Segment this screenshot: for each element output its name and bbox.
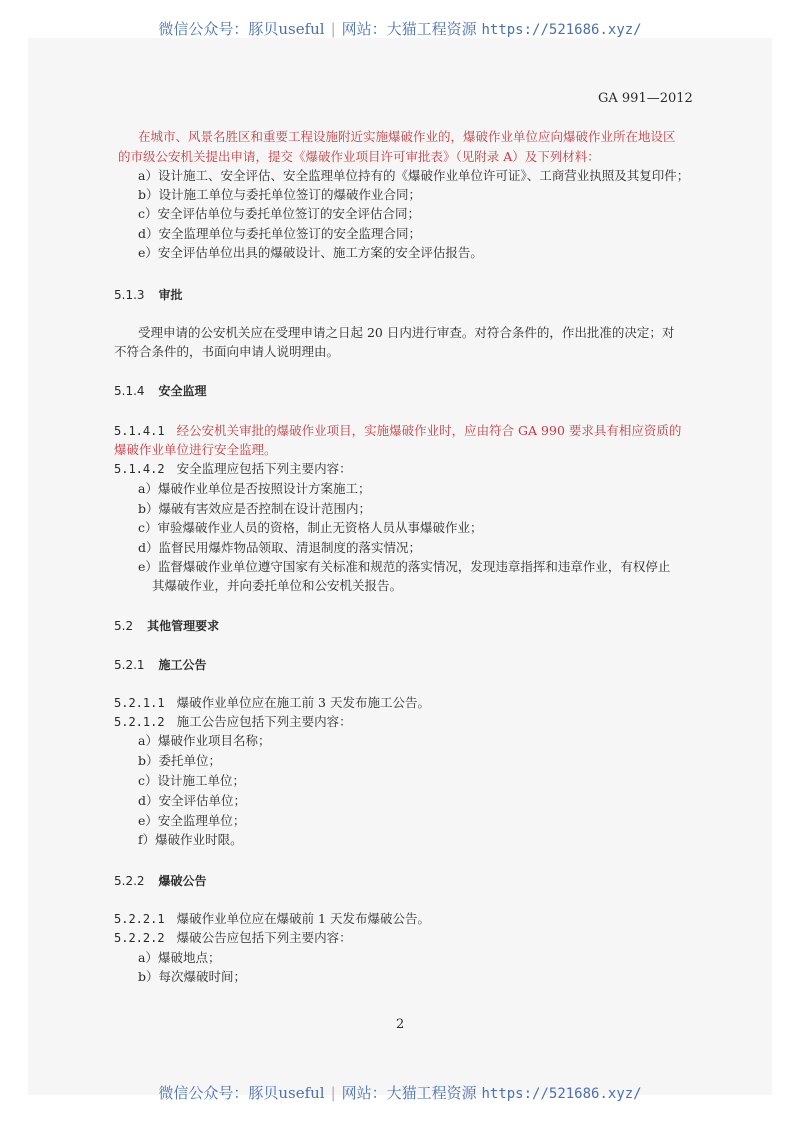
list-item: e）安全评估单位出具的爆破设计、施工方案的安全评估报告。 bbox=[138, 245, 483, 260]
section-number: 5.2.1 bbox=[114, 658, 145, 672]
section-number: 5.2.2 bbox=[114, 874, 145, 888]
section-heading-5-1-4 bbox=[114, 383, 207, 399]
watermark-site: 网站：大猫工程资源 bbox=[341, 20, 477, 38]
list-item: d）安全评估单位； bbox=[138, 793, 247, 808]
clause-text-continued: 爆破作业单位进行安全监理。 bbox=[114, 442, 277, 457]
clause-text: 爆破公告应包括下列主要内容： bbox=[176, 930, 352, 945]
clause-text: 施工公告应包括下列主要内容： bbox=[176, 714, 352, 729]
section-heading-5-2 bbox=[114, 618, 219, 634]
clause-number: 5.2.1.2 bbox=[114, 715, 165, 729]
clause-5-1-4-2 bbox=[114, 461, 352, 477]
list-item: c）设计施工单位； bbox=[138, 773, 246, 788]
intro-line-1: 在城市、风景名胜区和重要工程设施附近实施爆破作业的，爆破作业单位应向爆破作业所在地设区 bbox=[138, 129, 676, 144]
clause-text: 安全监理应包括下列主要内容： bbox=[176, 461, 352, 476]
list-item: e）安全监理单位； bbox=[138, 813, 246, 828]
clause-text: 经公安机关审批的爆破作业项目，实施爆破作业时，应由符合 GA 990 要求具有相应资质的 bbox=[176, 423, 682, 438]
watermark-separator: | bbox=[330, 20, 336, 38]
list-item: c）安全评估单位与委托单位签订的安全评估合同； bbox=[138, 206, 421, 221]
watermark-wechat: 微信公众号：豚贝useful bbox=[158, 1084, 325, 1102]
section-title: 爆破公告 bbox=[158, 874, 207, 888]
list-item: a）爆破作业项目名称； bbox=[138, 733, 271, 748]
clause-number: 5.1.4.1 bbox=[114, 424, 165, 438]
list-item: c）审验爆破作业人员的资格，制止无资格人员从事爆破作业； bbox=[138, 520, 483, 535]
watermark-separator: | bbox=[330, 1084, 336, 1102]
section-title: 安全监理 bbox=[158, 384, 207, 398]
watermark-bottom bbox=[0, 1082, 800, 1103]
section-number: 5.1.4 bbox=[114, 384, 145, 398]
list-item: d）安全监理单位与委托单位签订的安全监理合同； bbox=[138, 226, 422, 241]
clause-5-2-2-2 bbox=[114, 930, 352, 946]
list-item: b）每次爆破时间； bbox=[138, 969, 247, 984]
list-item: a）设计施工、安全评估、安全监理单位持有的《爆破作业单位许可证》、工商营业执照及其复印件； bbox=[138, 168, 690, 183]
section-number: 5.2 bbox=[114, 619, 134, 633]
list-item: d）监督民用爆炸物品领取、清退制度的落实情况； bbox=[138, 540, 422, 555]
list-item: b）委托单位； bbox=[138, 753, 222, 768]
watermark-top bbox=[0, 18, 800, 39]
clause-5-2-1-1 bbox=[114, 695, 430, 711]
list-item: a）爆破地点； bbox=[138, 950, 221, 965]
section-number: 5.1.3 bbox=[114, 288, 145, 302]
clause-5-2-2-1 bbox=[114, 911, 430, 927]
standard-number: GA 991—2012 bbox=[598, 91, 693, 106]
clause-number: 5.1.4.2 bbox=[114, 462, 165, 476]
intro-line-2: 的市级公安机关提出申请，提交《爆破作业项目许可审批表》（见附录 A）及下列材料： bbox=[118, 149, 600, 164]
watermark-site: 网站：大猫工程资源 bbox=[341, 1084, 477, 1102]
section-title: 其他管理要求 bbox=[147, 619, 220, 633]
section-title: 审批 bbox=[158, 288, 183, 302]
section-heading-5-2-1 bbox=[114, 657, 207, 673]
clause-number: 5.2.2.1 bbox=[114, 912, 165, 926]
page-number: 2 bbox=[396, 1017, 405, 1032]
list-item-continued: 其爆破作业，并向委托单位和公安机关报告。 bbox=[152, 578, 403, 593]
clause-5-2-1-2 bbox=[114, 714, 352, 730]
paragraph-line: 受理申请的公安机关应在受理申请之日起 20 日内进行审查。对符合条件的，作出批准的决定；对 bbox=[138, 325, 675, 340]
list-item: a）爆破作业单位是否按照设计方案施工； bbox=[138, 481, 371, 496]
clause-number: 5.2.2.2 bbox=[114, 931, 165, 945]
clause-number: 5.2.1.1 bbox=[114, 696, 165, 710]
list-item: e）监督爆破作业单位遵守国家有关标准和规范的落实情况，发现违章指挥和违章作业，有权停止 bbox=[138, 559, 671, 574]
watermark-url[interactable]: https://521686.xyz/ bbox=[481, 1086, 642, 1102]
clause-5-1-4-1 bbox=[114, 423, 681, 439]
list-item: b）设计施工单位与委托单位签订的爆破作业合同； bbox=[138, 187, 422, 202]
watermark-wechat: 微信公众号：豚贝useful bbox=[158, 20, 325, 38]
section-heading-5-1-3 bbox=[114, 287, 183, 303]
paragraph-line: 不符合条件的，书面向申请人说明理由。 bbox=[114, 344, 340, 359]
list-item: f）爆破作业时限。 bbox=[138, 832, 243, 847]
list-item: b）爆破有害效应是否控制在设计范围内； bbox=[138, 501, 372, 516]
clause-text: 爆破作业单位应在爆破前 1 天发布爆破公告。 bbox=[176, 911, 430, 926]
watermark-url[interactable]: https://521686.xyz/ bbox=[481, 22, 642, 38]
section-title: 施工公告 bbox=[158, 658, 207, 672]
section-heading-5-2-2 bbox=[114, 873, 207, 889]
clause-text: 爆破作业单位应在施工前 3 天发布施工公告。 bbox=[176, 695, 430, 710]
